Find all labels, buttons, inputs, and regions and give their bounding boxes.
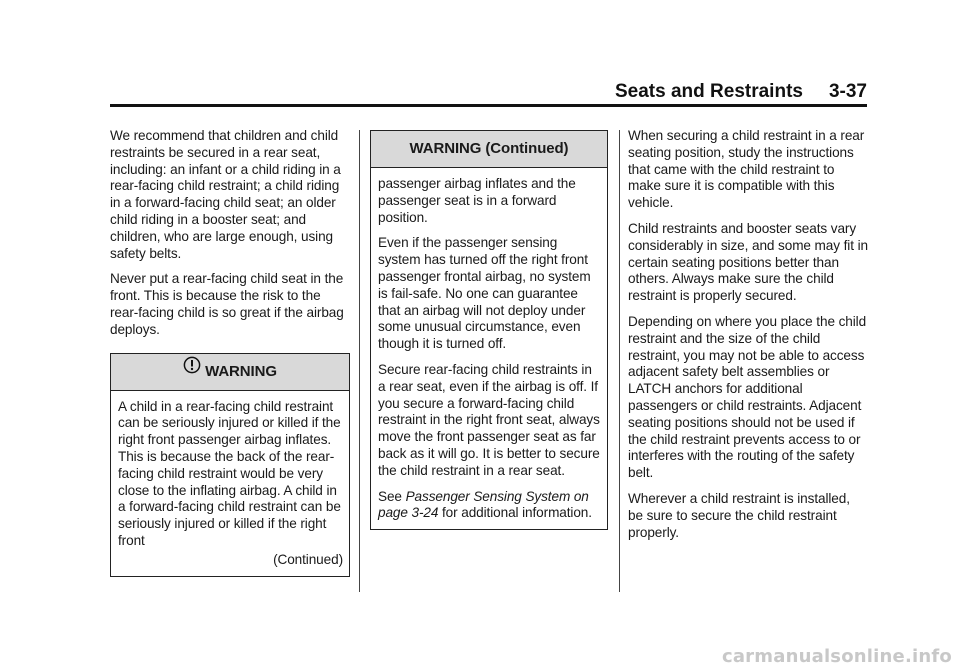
cross-reference: Passenger Sensing System on page 3-24 [378, 488, 589, 521]
column-2 [370, 130, 608, 530]
header-rule [110, 104, 867, 107]
paragraph [378, 489, 601, 523]
paragraph: Even if the passenger sensing system has turned off the right front passenger frontal airbag, no system is fail-safe. No one can guarantee that an airbag will not deploy under some unusual circumstance, even though it is turned off. [378, 235, 591, 352]
page-number: 3-37 [828, 81, 867, 102]
paragraph: Secure rear-facing child restraints in a rear seat, even if the airbag is off. If you secure a forward-facing child restraint in the right front seat, always move the front passenger seat as far back as it will go. It is better to secure the child restraint in a rear seat. [378, 361, 600, 478]
see-text-end: for additional information. [438, 505, 592, 521]
continued-label: (Continued) [273, 551, 343, 567]
page-header [110, 80, 867, 104]
warning-continued-header: WARNING (Continued) [371, 131, 607, 168]
paragraph: Wherever a child restraint is installed, be sure to secure the child restraint properly. [628, 490, 850, 540]
paragraph: When securing a child restraint in a rear seating position, study the instructions that came with the child restraint to make sure it is compatible with this vehicle. [628, 128, 865, 211]
paragraph: Child restraints and booster seats vary considerably in size, and some may fit in certain seating positions better than others. Always make sure the child restraint is properly secured. [628, 220, 868, 304]
warning-header [111, 354, 349, 391]
section-title: Seats and Restraints [615, 81, 803, 102]
watermark: carmanualsonline.info [721, 646, 952, 667]
warning-box [110, 353, 350, 577]
column-divider-1 [359, 130, 360, 592]
warning-text: A child in a rear-facing child restraint can be seriously injured or killed if the right front passenger airbag inflates. This is because the back of the rear-facing child restraint would be very close to the inflating airbag. A child in a forward-facing child restraint can be seriously injured or killed if the right front [118, 398, 341, 548]
warning-title: WARNING [205, 362, 277, 380]
paragraph: Never put a rear-facing child seat in the front. This is because the risk to the rear-facing child is so great if the airbag deploys. [110, 271, 344, 337]
see-text: See [378, 488, 406, 504]
column-3 [628, 128, 868, 550]
paragraph: Depending on where you place the child restraint and the size of the child restraint, you may not be able to access adjacent safety belt assemblies or LATCH anchors for additional passengers or child restraints. Adjacent seating positions should not be used if the child restraint prevents access to or interferes with the routing of the safety belt. [628, 313, 867, 481]
column-1 [110, 128, 350, 577]
column-divider-2 [619, 130, 620, 592]
paragraph: passenger airbag inflates and the passenger seat is in a forward position. [378, 176, 576, 225]
paragraph: We recommend that children and child restraints be secured in a rear seat, including: an infant or a child riding in a rear-facing child restraint; a child riding in a forward-facing child seat; an older child riding in a booster seat; and children, who are large enough, using safety belts. [110, 128, 341, 261]
warning-icon [183, 352, 201, 388]
warning-continued-box [370, 130, 608, 530]
